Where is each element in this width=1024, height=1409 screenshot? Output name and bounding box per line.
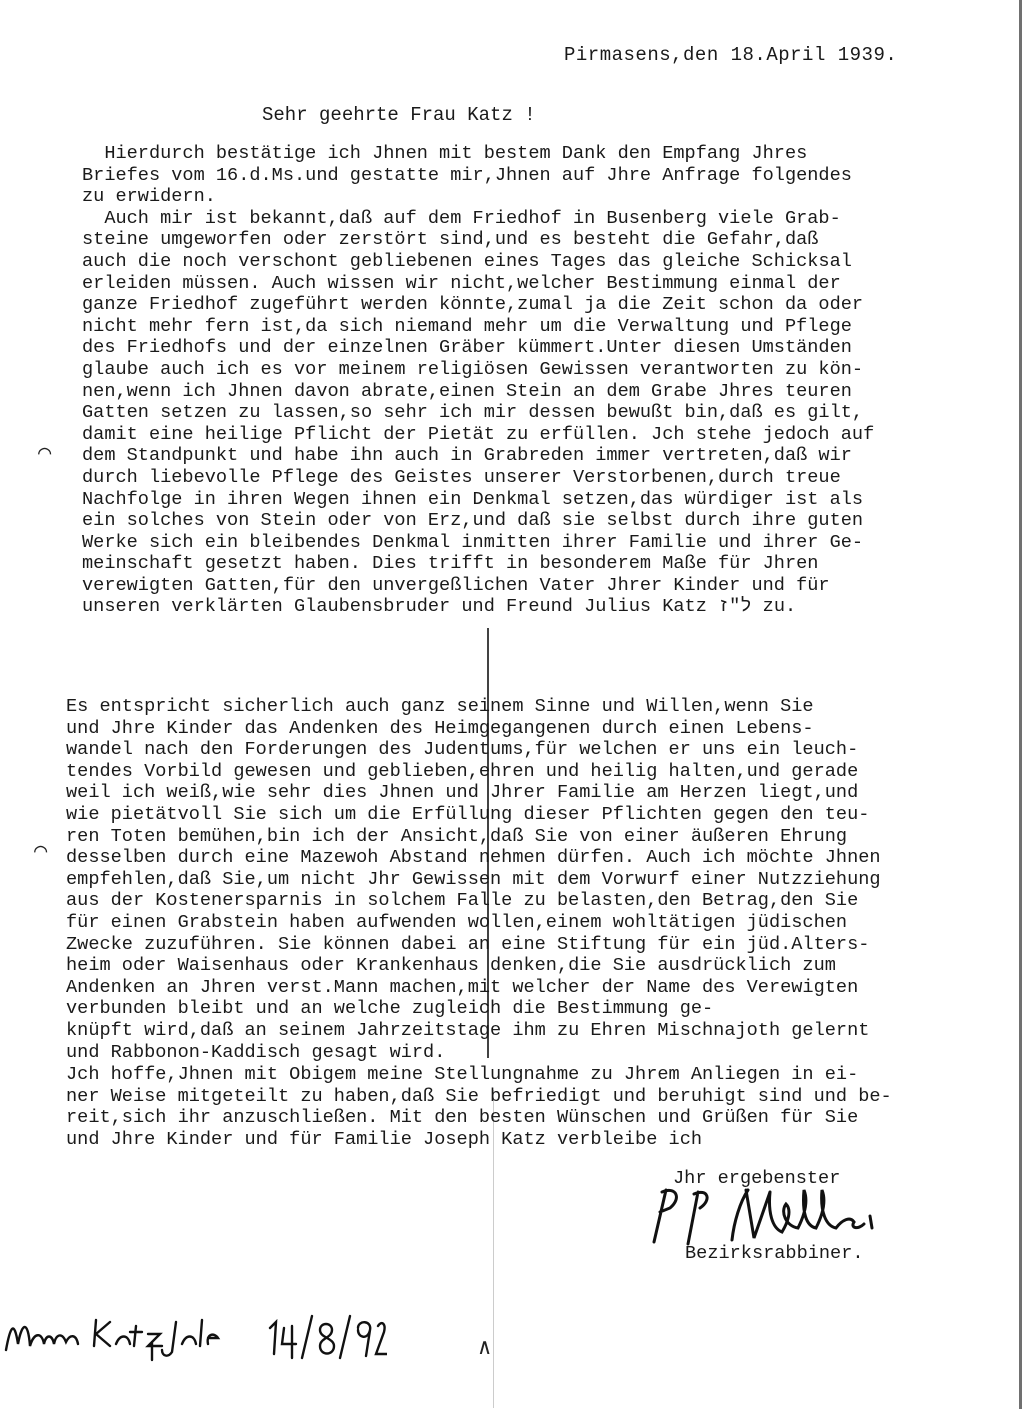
text-line: damit eine heilige Pflicht der Pietät zu erfüllen. Jch stehe jedoch auf (82, 423, 875, 445)
text-line: ren Toten bemühen,bin ich der Ansicht,daß Sie von einer äußeren Ehrung (66, 825, 848, 847)
text-line: zu erwidern. (82, 186, 216, 208)
text-line: ner Weise mitgeteilt zu haben,daß Sie befriedigt und beruhigt sind und be- (66, 1085, 892, 1107)
text-line: meinschaft gesetzt haben. Dies trifft in besonderem Maße für Jhren (82, 553, 819, 575)
text-line: Es entspricht sicherlich auch ganz seinem Sinne und Willen,wenn Sie (66, 696, 814, 717)
text-line: steine umgeworfen oder zerstört sind,und es besteht die Gefahr,daß (82, 229, 819, 251)
text-line: und Jhre Kinder das Andenken des Heimgegangenen durch einen Lebens- (66, 717, 814, 739)
text-line: unseren verklärten Glaubensbruder und Freund Julius Katz ל"ז zu. (82, 596, 797, 618)
text-line: glaube auch ich es vor meinem religiösen Gewissen verantworten zu kön- (82, 358, 864, 380)
paragraph-3 (66, 1064, 971, 1150)
signature-mark (636, 1182, 896, 1252)
text-line: ein solches von Stein oder von Erz,und daß sie selbst durch ihre guten (82, 510, 864, 532)
text-line: für einen Grabstein haben aufwenden wollen,einem wohltätigen jüdischen (66, 911, 848, 933)
text-line: auch die noch verschont gebliebenen eines Tages das gleiche Schicksal (82, 250, 852, 272)
text-line: reit,sich ihr anzuschließen. Mit den besten Wünschen und Grüßen für Sie (66, 1107, 859, 1129)
text-line: aus der Kostenersparnis in solchem Falle zu belasten,den Betrag,den Sie (66, 890, 859, 912)
text-line: desselben durch eine Mazewoh Abstand nehmen dürfen. Auch ich möchte Jhnen (66, 847, 881, 869)
text-line: tendes Vorbild gewesen und geblieben,ehren und heilig halten,und gerade (66, 760, 859, 782)
page-edge-shadow (1019, 0, 1022, 1409)
text-line: erleiden müssen. Auch wissen wir nicht,welcher Bestimmung einmal der (82, 272, 841, 294)
text-line: des Friedhofs und der einzelnen Gräber kümmert.Unter diesen Umständen (82, 337, 852, 359)
text-line: wie pietätvoll Sie sich um die Erfüllung dieser Pflichten gegen den teu- (66, 803, 870, 825)
text-line: und Jhre Kinder und für Familie Joseph Katz verbleibe ich (66, 1128, 703, 1150)
text-line: verbunden bleibt und an welche zugleich die Bestimmung ge- (66, 998, 714, 1020)
handwritten-date-mark (262, 1298, 387, 1368)
salutation: Sehr geehrte Frau Katz ! (262, 104, 536, 126)
text-line: Briefes vom 16.d.Ms.und gestatte mir,Jhnen auf Jhre Anfrage folgendes (82, 164, 852, 186)
handwritten-name-mark (0, 1298, 225, 1368)
text-line: weil ich weiß,wie sehr dies Jhnen und Jhrer Familie am Herzen liegt,und (66, 782, 859, 804)
signer-title: Bezirksrabbiner. (685, 1243, 864, 1264)
text-line: Gatten setzen zu lassen,so sehr ich mir dessen bewußt bin,daß es gilt, (82, 402, 864, 424)
text-line: Andenken an Jhren verst.Mann machen,mit welcher der Name des Verewigten (66, 976, 859, 998)
page-mark-left-lower: ⌒ (34, 839, 48, 864)
closing-line: Jhr ergebenster (673, 1168, 841, 1189)
text-line: Nachfolge in ihren Wegen ihnen ein Denkmal setzen,das würdiger ist als (82, 488, 864, 510)
text-line: und Rabbonon-Kaddisch gesagt wird. (66, 1041, 446, 1063)
paragraph-1 (82, 143, 987, 618)
text-line: nen,wenn ich Jhnen davon abrate,einen Stein an dem Grabe Jhres teuren (82, 380, 852, 402)
paragraph-2 (66, 696, 971, 1063)
page-mark-bottom: ∧ (478, 1336, 492, 1361)
text-line: wandel nach den Forderungen des Judentums,für welchen er uns ein leuch- (66, 739, 859, 761)
text-line: dem Standpunkt und habe ihn auch in Grabreden immer vertreten,daß wir (82, 445, 852, 467)
text-line: empfehlen,daß Sie,um nicht Jhr Gewissen mit dem Vorwurf einer Nutzziehung (66, 868, 881, 890)
text-line: nicht mehr fern ist,da sich niemand mehr um die Verwaltung und Pflege (82, 315, 852, 337)
text-line: ganze Friedhof zugeführt werden könnte,zumal ja die Zeit schon da oder (82, 294, 864, 316)
text-line: Hierdurch bestätige ich Jhnen mit bestem Dank den Empfang Jhres (82, 143, 808, 164)
text-line: Zwecke zuzuführen. Sie können dabei an eine Stiftung für ein jüd.Alters- (66, 933, 870, 955)
text-line: Jch hoffe,Jhnen mit Obigem meine Stellungnahme zu Jhrem Anliegen in ei- (66, 1064, 859, 1085)
text-line: knüpft wird,daß an seinem Jahrzeitstage ihm zu Ehren Mischnajoth gelernt (66, 1019, 870, 1041)
page-mark-left-upper: ⌒ (38, 441, 52, 466)
text-line: durch liebevolle Pflege des Geistes unserer Verstorbenen,durch treue (82, 466, 841, 488)
text-line: Auch mir ist bekannt,daß auf dem Friedhof in Busenberg viele Grab- (82, 207, 841, 229)
text-line: verewigten Gatten,für den unvergeßlichen Vater Jhrer Kinder und für (82, 574, 830, 596)
text-line: Werke sich ein bleibendes Denkmal inmitten ihrer Familie und ihrer Ge- (82, 531, 864, 553)
text-line: heim oder Waisenhaus oder Krankenhaus denken,die Sie ausdrücklich zum (66, 955, 836, 977)
place-and-date: Pirmasens,den 18.April 1939. (564, 44, 898, 66)
